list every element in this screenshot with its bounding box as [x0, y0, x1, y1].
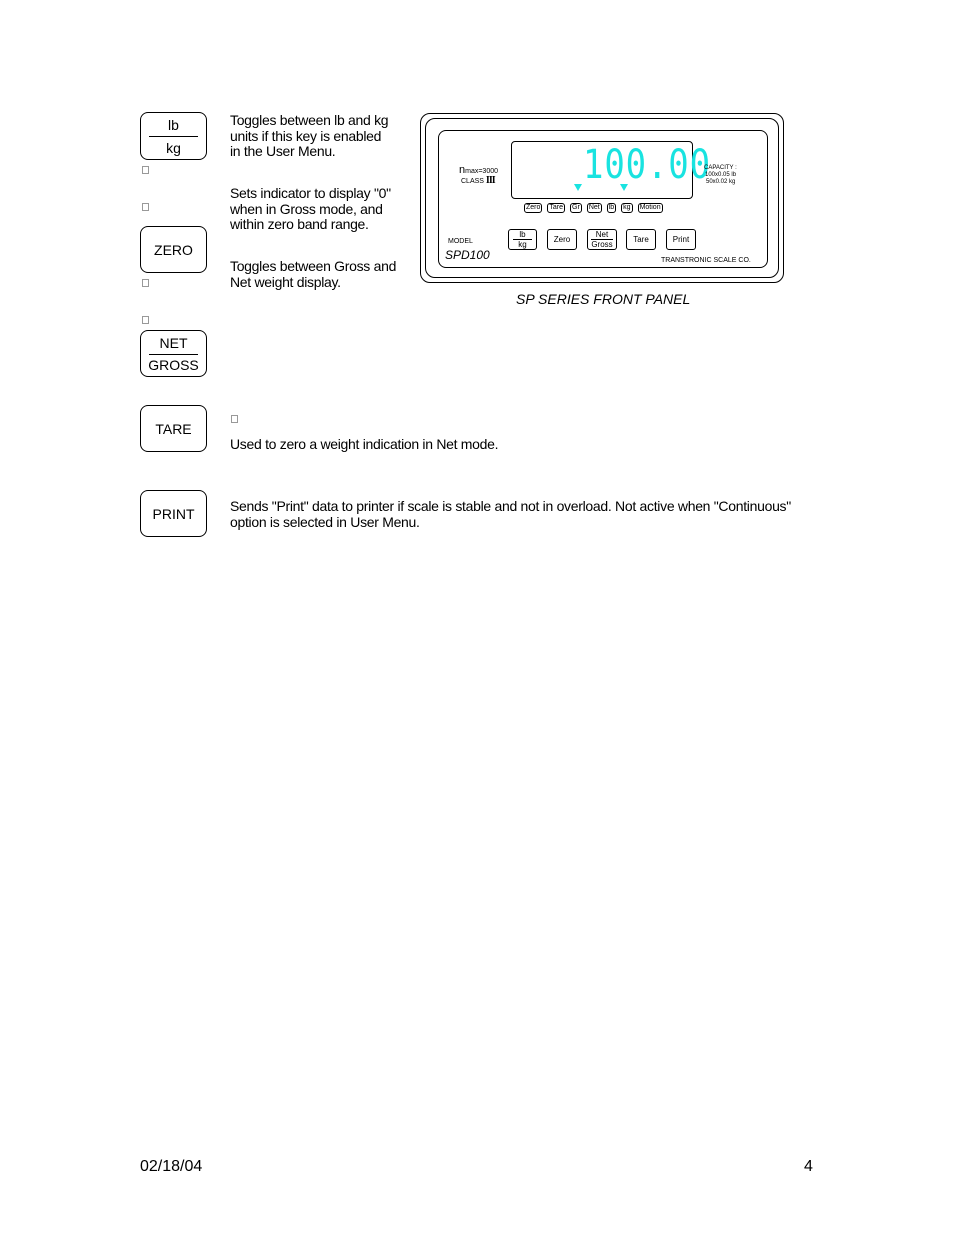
zero-key-label: ZERO [154, 241, 193, 258]
lb-kg-description: Toggles between lb and kg units if this key is enabled in the User Menu. [230, 112, 389, 159]
bullet-marker [142, 279, 149, 287]
annunciator-row [524, 203, 663, 213]
net-gross-key [140, 330, 207, 377]
print-description: Sends "Print" data to printer if scale is stable and not in overload. Not active when "Continuous" option is selected in User Menu. [230, 498, 791, 530]
footer-date: 02/18/04 [140, 1158, 203, 1175]
annunciator-lb: lb [608, 204, 615, 211]
print-key [140, 490, 207, 537]
capacity-lb: 100x0.05 lb [705, 172, 737, 178]
panel-net-gross-key [587, 229, 617, 250]
model-name: SPD100 [445, 248, 490, 262]
nmax-value: max=3000 [465, 168, 499, 175]
bullet-marker [231, 415, 238, 423]
front-panel-caption: SP SERIES FRONT PANEL [516, 291, 691, 307]
panel-lb-kg-bottom: kg [518, 240, 527, 249]
tare-key-label: TARE [155, 420, 192, 437]
lb-kg-key [140, 112, 207, 160]
lcd-indicator-arrow [620, 184, 628, 191]
lb-kg-key-bottom: kg [166, 140, 181, 156]
panel-tare-key [626, 229, 656, 250]
key-divider [149, 354, 198, 355]
panel-print-key [666, 229, 696, 250]
capacity-label: CAPACITY : [704, 165, 737, 171]
annunciator-zero: Zero [526, 204, 541, 211]
bullet-marker [142, 316, 149, 324]
panel-gross-bottom: Gross [591, 240, 613, 249]
nmax-symbol: n [459, 164, 466, 176]
panel-net-top: Net [595, 230, 609, 239]
lcd-indicator-arrow [574, 184, 582, 191]
annunciator-tare: Tare [549, 204, 564, 211]
capacity-kg: 50x0.02 kg [706, 179, 736, 185]
panel-lb-kg-key [508, 229, 537, 250]
panel-zero-key [547, 229, 577, 250]
net-gross-description: Toggles between Gross and Net weight display. [230, 258, 397, 290]
class-label [461, 177, 495, 186]
annunciator-kg: kg [623, 204, 631, 211]
tare-key [140, 405, 207, 452]
panel-zero-label: Zero [553, 235, 571, 244]
annunciator-motion: Motion [639, 204, 661, 211]
annunciator-net: Net [588, 204, 600, 211]
zero-key [140, 226, 207, 273]
net-gross-key-bottom: GROSS [148, 357, 199, 373]
lcd-readout: 100.00 [583, 142, 711, 188]
tare-description: Used to zero a weight indication in Net mode. [230, 436, 499, 452]
print-key-label: PRINT [152, 505, 195, 522]
panel-print-label: Print [672, 235, 690, 244]
bullet-marker [142, 166, 149, 174]
class-text: CLASS [461, 178, 484, 185]
annunciator-gross: Gr [572, 204, 580, 211]
bullet-marker [142, 203, 149, 211]
class-value: III [485, 175, 495, 186]
key-divider [149, 136, 198, 137]
panel-lb-kg-top: lb [519, 230, 526, 239]
zero-description: Sets indicator to display "0" when in Gross mode, and within zero band range. [230, 185, 391, 232]
model-label: MODEL [448, 238, 473, 245]
manufacturer-label: TRANSTRONIC SCALE CO. [661, 257, 751, 264]
lb-kg-key-top: lb [168, 117, 179, 133]
page-number: 4 [804, 1158, 813, 1175]
panel-tare-label: Tare [633, 235, 649, 244]
net-gross-key-top: NET [159, 335, 188, 351]
